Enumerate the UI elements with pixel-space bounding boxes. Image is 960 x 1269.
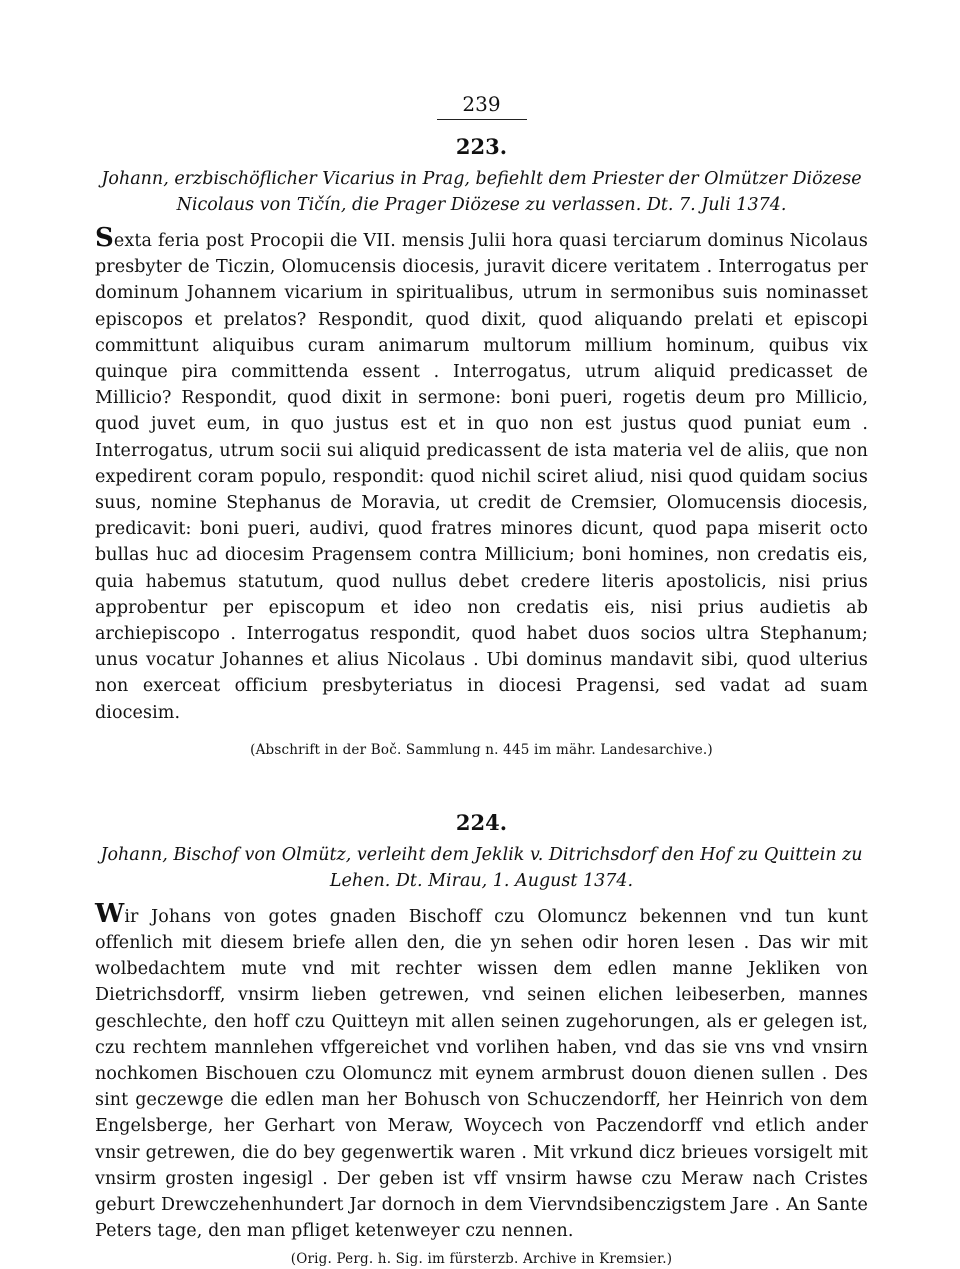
page-number: 239: [437, 92, 527, 120]
regest-line: Johann, erzbischöflicher Vicarius in Prag, befiehlt dem Priester der Olmützer Diözese: [101, 169, 862, 189]
document-body: [95, 898, 868, 1245]
regest-summary: [95, 842, 868, 894]
document-body: [95, 223, 868, 726]
document-number: 224.: [455, 809, 508, 835]
document-page: [95, 92, 868, 1269]
body-text: exta feria post Procopii die VII. mensis Julii hora quasi terciarum dominus Nicolaus presbyter de Ticzin, Olomucensis diocesis, juravit dicere veritatem . Interrogatus per dominum Johannem vicarium in spiritualibus, utrum in sermonibus suis nominasset episcopos et prelatos? Respondit, quod dixit, quod aliquando prelati et episcopi committunt aliquibus curam animarum multorum millium hominum, quibus vix quinque pira committenda essent . Interrogatus, utrum aliquid predicasset de Millicio? Respondit, quod dixit in sermone: boni pueri, rogetis deum pro Millicio, quod juvet eum, in quo justus est et in quo non est justus quod puniat eum . Interrogatus, utrum socii sui aliquid predicassent de ista materia vel de aliis, que non expedirent coram populo, respondit: quod nichil sciret aliud, nisi quod quidam socius suus, nomine Stephanus de Moravia, ut credit de Cremsier, Olomucensis diocesis, predicavit: boni pueri, audivi, quod fratres minores dicunt, quod papa miserit octo bullas huc ad diocesim Pragensem contra Millicium; boni homines, non credatis eis, quia habemus statutum, quod nullus debet credere literis apostolicis, nisi prius approbentur per episcopum et ideo non credatis eis, nisi prius audietis ab archiepiscopo . Interrogatus respondit, quod habet duos socios ultra Stephanum; unus vocatur Johannes et alius Nicolaus . Ubi dominus mandavit sibi, quod ulterius non exerceat officium presbyteriatus in diocesi Pragensi, sed vadat ad suam diocesim.: [95, 231, 868, 723]
document-224: [95, 810, 868, 1269]
body-paragraph: [95, 898, 868, 1245]
source-note: (Abschrift in der Boč. Sammlung n. 445 im mähr. Landesarchive.): [250, 741, 713, 758]
regest-line: Lehen. Dt. Mirau, 1. August 1374.: [329, 870, 634, 891]
source-note: (Orig. Perg. h. Sig. im fürsterzb. Archive in Kremsier.): [290, 1250, 673, 1267]
regest-line: Nicolaus von Tičín, die Prager Diözese zu verlassen. Dt. 7. Juli 1374.: [176, 195, 787, 215]
body-text: ir Johans von gotes gnaden Bischoff czu Olomuncz bekennen vnd tun kunt offenlich mit diesem briefe allen den, die yn sehen odir horen lesen . Das wir mit wolbedachtem mute vnd mit rechter wissen dem edlen manne Jekliken von Dietrichsdorff, vnsirm lieben getrewen, vnd seinen elichen leibeserben, mannes geschlechte, den hoff czu Quitteyn mit allen seinen zugehorungen, als er gelegen ist, czu rechtem mannlehen vffgereichet vnd vorlihen haben, vnd das sie vns vnd vnsirn nochkomen Bischouen czu Olomuncz mit eynem armbrust douon dienen sullen . Des sint geczewge die edlen man her Bohusch von Schuczendorff, her Heinrich von dem Engelsberge, her Gerhart von Meraw, Woycech von Paczendorff vnd etlich ander vnsir getrewen, die do bey gegenwertik waren . Mit vrkund dicz brieues vorsigelt mit vnsirm grosten ingesigl . Der geben ist vff vnsirm hawse czu Meraw nach Cristes geburt Drewczehenhundert Jar dornoch in dem Viervndsibenczigstem Jare . An Sante Peters tage, den man pfliget ketenweyer czu nennen.: [95, 906, 868, 1242]
regest-summary: [95, 166, 868, 218]
initial-letter: S: [95, 223, 114, 253]
initial-letter: W: [95, 898, 125, 929]
document-223: [95, 134, 868, 760]
regest-line: Johann, Bischof von Olmütz, verleiht dem Jeklik v. Ditrichsdorf den Hof zu Quittein zu: [100, 844, 863, 865]
body-paragraph: [95, 223, 868, 726]
document-number: 223.: [455, 134, 508, 159]
